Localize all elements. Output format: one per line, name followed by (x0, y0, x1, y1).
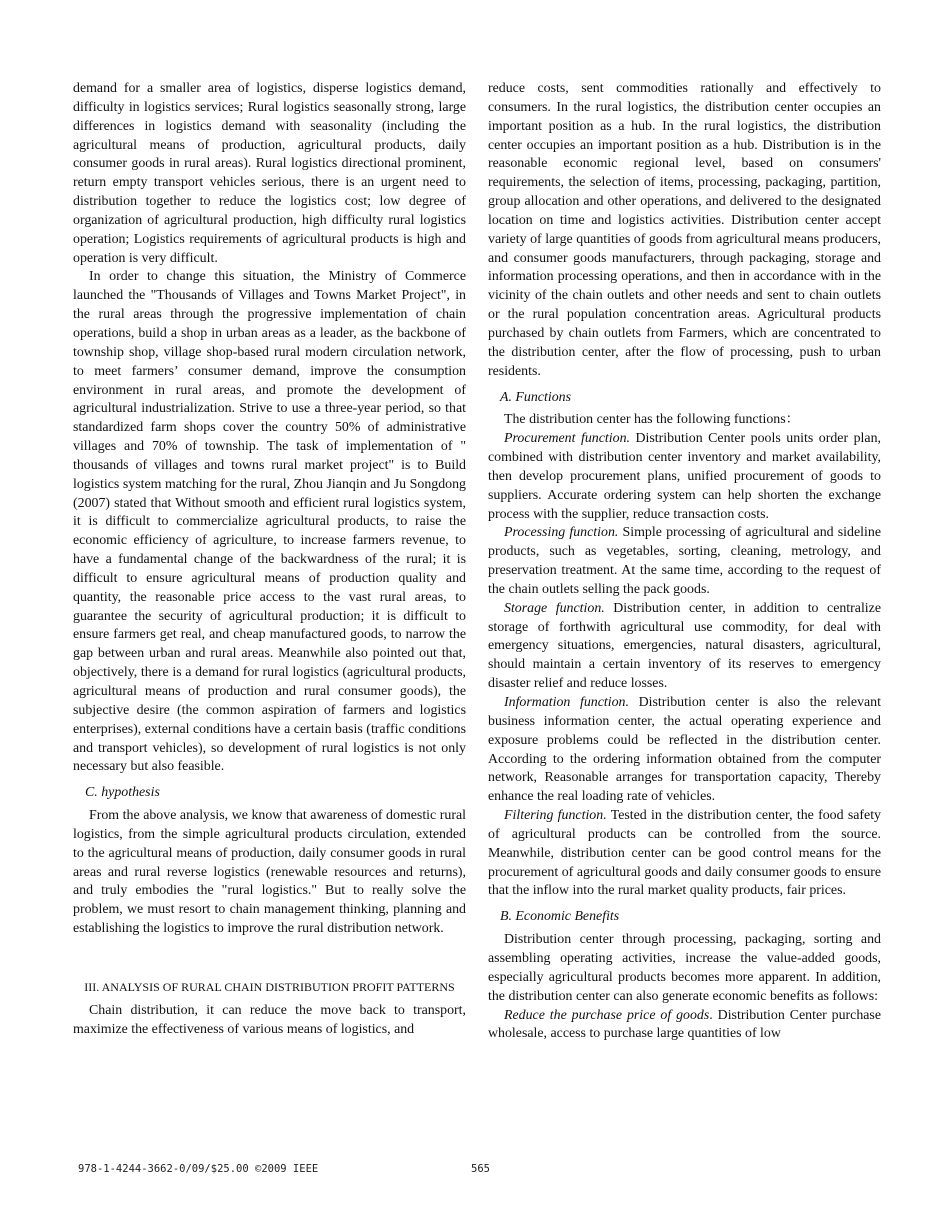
processing-lead: Processing function. (504, 525, 619, 541)
processing-function-paragraph (488, 524, 881, 599)
footer-isbn: 978-1-4244-3662-0/09/$25.00 ©2009 IEEE (78, 1163, 319, 1175)
reduce-price-text: . Distribution Center purchase wholesale, access to purchase large quantities of low (488, 1007, 882, 1042)
heading-b-economic-benefits: B. Economic Benefits (500, 909, 620, 925)
section-3-title: ANALYSIS OF RURAL CHAIN DISTRIBUTION PROFIT PATTERNS (101, 979, 455, 994)
filtering-text: Tested in the distribution center, the food safety of agricultural products can be controlled from the source. Meanwhile, distribution center can be good control means for the procurement of agricultural goods and daily consumer goods to ensure that the inflow into the rural market quality products, fair prices. (488, 808, 881, 899)
heading-c-hypothesis: C. hypothesis (85, 785, 160, 801)
information-function-paragraph (488, 694, 881, 807)
right-paragraph-3: Distribution center through processing, packaging, sorting and assembling operating activities, increase the value-added goods, especially agricultural products becomes more apparent. In addition, the distribution center can also generate economic benefits as follows: (488, 932, 881, 1004)
information-text: Distribution center is also the relevant business information center, the actual operating experience and exposure problems could be reflected in the distribution center. According to the ordering information obtained from the computer network, Reasonable arranges for transportation capacity, Thereby enhance the real loading rate of vehicles. (488, 695, 881, 805)
processing-text: Simple processing of agricultural and sideline products, such as vegetables, sorting, cleaning, metrology, and preservation treatment. At the same time, according to the request of the chain outlets selling the pack goods. (488, 525, 881, 597)
left-paragraph-4: Chain distribution, it can reduce the move back to transport, maximize the effectiveness of various means of logistics, and (73, 1002, 466, 1037)
procurement-function-paragraph (488, 430, 881, 524)
storage-lead: Storage function. (504, 600, 605, 616)
storage-text: Distribution center, in addition to centralize storage of forthwith agricultural use commodity, for deal with emergency situations, emergencies, natural disasters, agricultural, should maintain a certain inventory of its reserves to emergency disaster relief and reduce losses. (488, 600, 881, 692)
procurement-text: Distribution Center pools units order plan, combined with distribution center inventory and market availability, then develop procurement plans, unified procurement of goods to suppliers. Accurate ordering system can help shorten the exchange process with the supplier, reduce transaction costs. (488, 431, 881, 522)
reduce-price-lead: Reduce the purchase price of goods (504, 1007, 710, 1023)
section-3-number: III. (84, 979, 100, 994)
procurement-lead: Procurement function. (504, 431, 630, 447)
section-3-heading (73, 979, 466, 996)
footer-page-number: 565 (471, 1163, 490, 1175)
heading-a-functions: A. Functions (500, 389, 571, 405)
right-paragraph-2: The distribution center has the following functions： (504, 412, 800, 428)
right-paragraph-1: reduce costs, sent commodities rationally and effectively to consumers. In the rural logistics, the distribution center occupies an important position as a hub. In the rural logistics, the distribution center occupies an important position as a hub. Distribution is in the reasonable economic regional level, based on consumers' requirements, the selection of items, processing, packaging, partition, group allocation and other operations, and delivered to the designated location on time and logistics activities. Distribution center accept variety of large quantities of goods from agricultural means producers, and consumer goods manufacturers, through packaging, storage and information processing operations, and then in accordance with in the vicinity of the chain outlets and other needs and sent to chain outlets or the rural population concentration areas. Agricultural products purchased by chain outlets from Farmers, which are concentrated to the distribution center, after the flow of processing, push to urban residents. (488, 81, 881, 379)
left-paragraph-3: From the above analysis, we know that awareness of domestic rural logistics, from the simple agricultural products circulation, extended to the agricultural means of production, daily consumer goods in rural areas and rural reverse logistics (renewable resources and returns), and truly embodies the "rural logistics." But to really solve the problem, we must resort to chain management thinking, planning and establishing the logistics to improve the rural distribution network. (73, 808, 466, 937)
right-column (488, 80, 881, 1044)
filtering-lead: Filtering function. (504, 808, 607, 824)
information-lead: Information function. (504, 695, 629, 710)
storage-function-paragraph (488, 600, 881, 694)
left-paragraph-2: In order to change this situation, the Ministry of Commerce launched the "Thousands of Villages and Towns Market Project", in the rural areas through the progressive implementation of chain operations, build a shop in urban areas as a leader, as the backbone of township shop, village shop-based rural modern circulation network, to meet farmers’ consumer demand, improve the consumption environment in rural areas, and promote the development of agricultural industrialization. Strive to use a three-year period, so that standardized farm shops cover the country 50% of administrative villages and 70% of township. The task of implementation of " thousands of villages and towns rural market project" is to Build logistics system matching for the rural, Zhou Jianqin and Ju Songdong (2007) stated that Without smooth and efficient rural logistics system, it is difficult to commercialize agricultural products, to raise the economic efficiency of agriculture, to increase farmers revenue, to have a fundamental change of the backwardness of the rural; it is difficult to ensure agricultural means of production quality and quantity, the reasonable price access to the vast rural areas, to guarantee the security of agricultural production; it is difficult to ensure farmers get real, and cheap manufactured goods, to narrow the gap between urban and rural areas. Meanwhile also pointed out that, objectively, there is a demand for rural logistics (agricultural products, agricultural means of production and rural consumer goods), the subjective desire (the common aspiration of farmers and logistics enterprises), external conditions have a certain basis (traffic conditions and transport vehicles), so development of rural logistics is not only necessary but also feasible. (73, 269, 466, 775)
filtering-function-paragraph (488, 807, 881, 901)
left-paragraph-1: demand for a smaller area of logistics, disperse logistics demand, difficulty in logistics services; Rural logistics seasonally strong, large differences in logistics demand with seasonality (including the agricultural means of production, agricultural products, daily consumer goods in rural areas). Rural logistics directional prominent, return empty transport vehicles serious, there is an urgent need to distribution together to reduce the logistics cost; low degree of organization of agricultural production, high difficulty rural logistics operation; Logistics requirements of agricultural products is high and operation is very difficult. (73, 81, 466, 266)
reduce-price-paragraph (488, 1007, 881, 1045)
left-column (73, 80, 466, 1040)
